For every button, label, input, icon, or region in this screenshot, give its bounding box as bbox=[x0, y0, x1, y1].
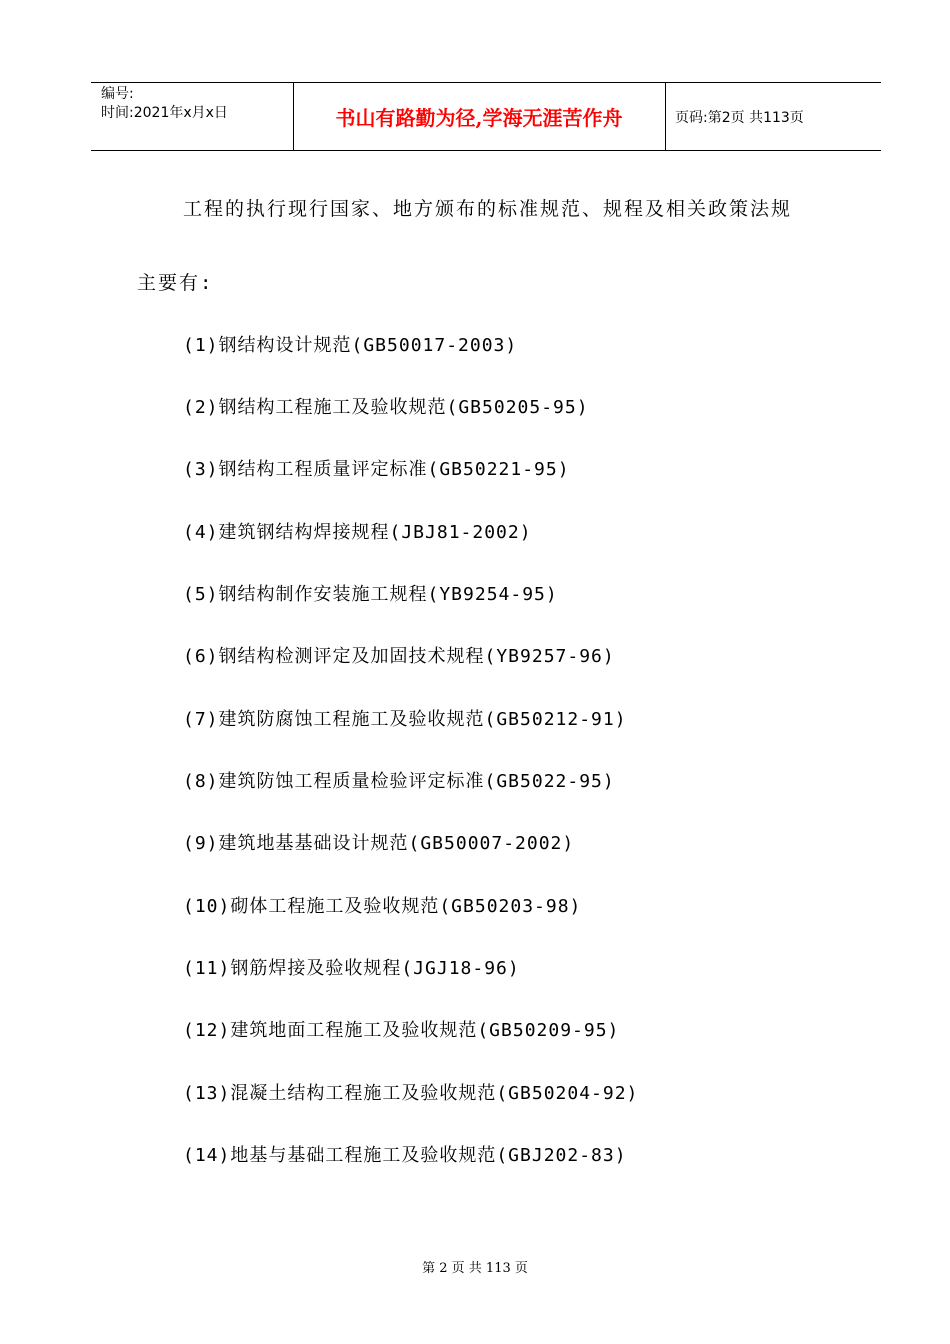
list-item: (8)建筑防蚀工程质量检验评定标准(GB5022-95) bbox=[183, 771, 615, 792]
page-header bbox=[91, 82, 881, 151]
list-item: (11)钢筋焊接及验收规程(JGJ18-96) bbox=[183, 958, 520, 979]
intro-line-2: 主要有: bbox=[137, 272, 214, 294]
header-meta bbox=[101, 85, 228, 123]
list-item: (4)建筑钢结构焊接规程(JBJ81-2002) bbox=[183, 522, 532, 543]
list-item: (13)混凝土结构工程施工及验收规范(GB50204-92) bbox=[183, 1083, 639, 1104]
time-label: 时间:2021年x月x日 bbox=[101, 105, 228, 121]
header-divider-right bbox=[665, 83, 666, 150]
header-page-info: 页码:第2页 共113页 bbox=[675, 109, 804, 126]
list-item: (9)建筑地基基础设计规范(GB50007-2002) bbox=[183, 833, 575, 854]
page-footer: 第 2 页 共 113 页 bbox=[422, 1261, 528, 1276]
list-item: (6)钢结构检测评定及加固技术规程(YB9257-96) bbox=[183, 646, 615, 667]
list-item: (1)钢结构设计规范(GB50017-2003) bbox=[183, 335, 518, 356]
list-item: (3)钢结构工程质量评定标准(GB50221-95) bbox=[183, 459, 570, 480]
list-item: (14)地基与基础工程施工及验收规范(GBJ202-83) bbox=[183, 1145, 627, 1166]
list-item: (7)建筑防腐蚀工程施工及验收规范(GB50212-91) bbox=[183, 709, 627, 730]
list-item: (10)砌体工程施工及验收规范(GB50203-98) bbox=[183, 896, 582, 917]
list-item: (12)建筑地面工程施工及验收规范(GB50209-95) bbox=[183, 1020, 620, 1041]
intro-line-1: 工程的执行现行国家、地方颁布的标准规范、规程及相关政策法规 bbox=[183, 198, 793, 220]
list-item: (5)钢结构制作安装施工规程(YB9254-95) bbox=[183, 584, 558, 605]
code-label: 编号: bbox=[101, 86, 134, 102]
list-item: (2)钢结构工程施工及验收规范(GB50205-95) bbox=[183, 397, 589, 418]
header-motto: 书山有路勤为径,学海无涯苦作舟 bbox=[335, 106, 623, 130]
